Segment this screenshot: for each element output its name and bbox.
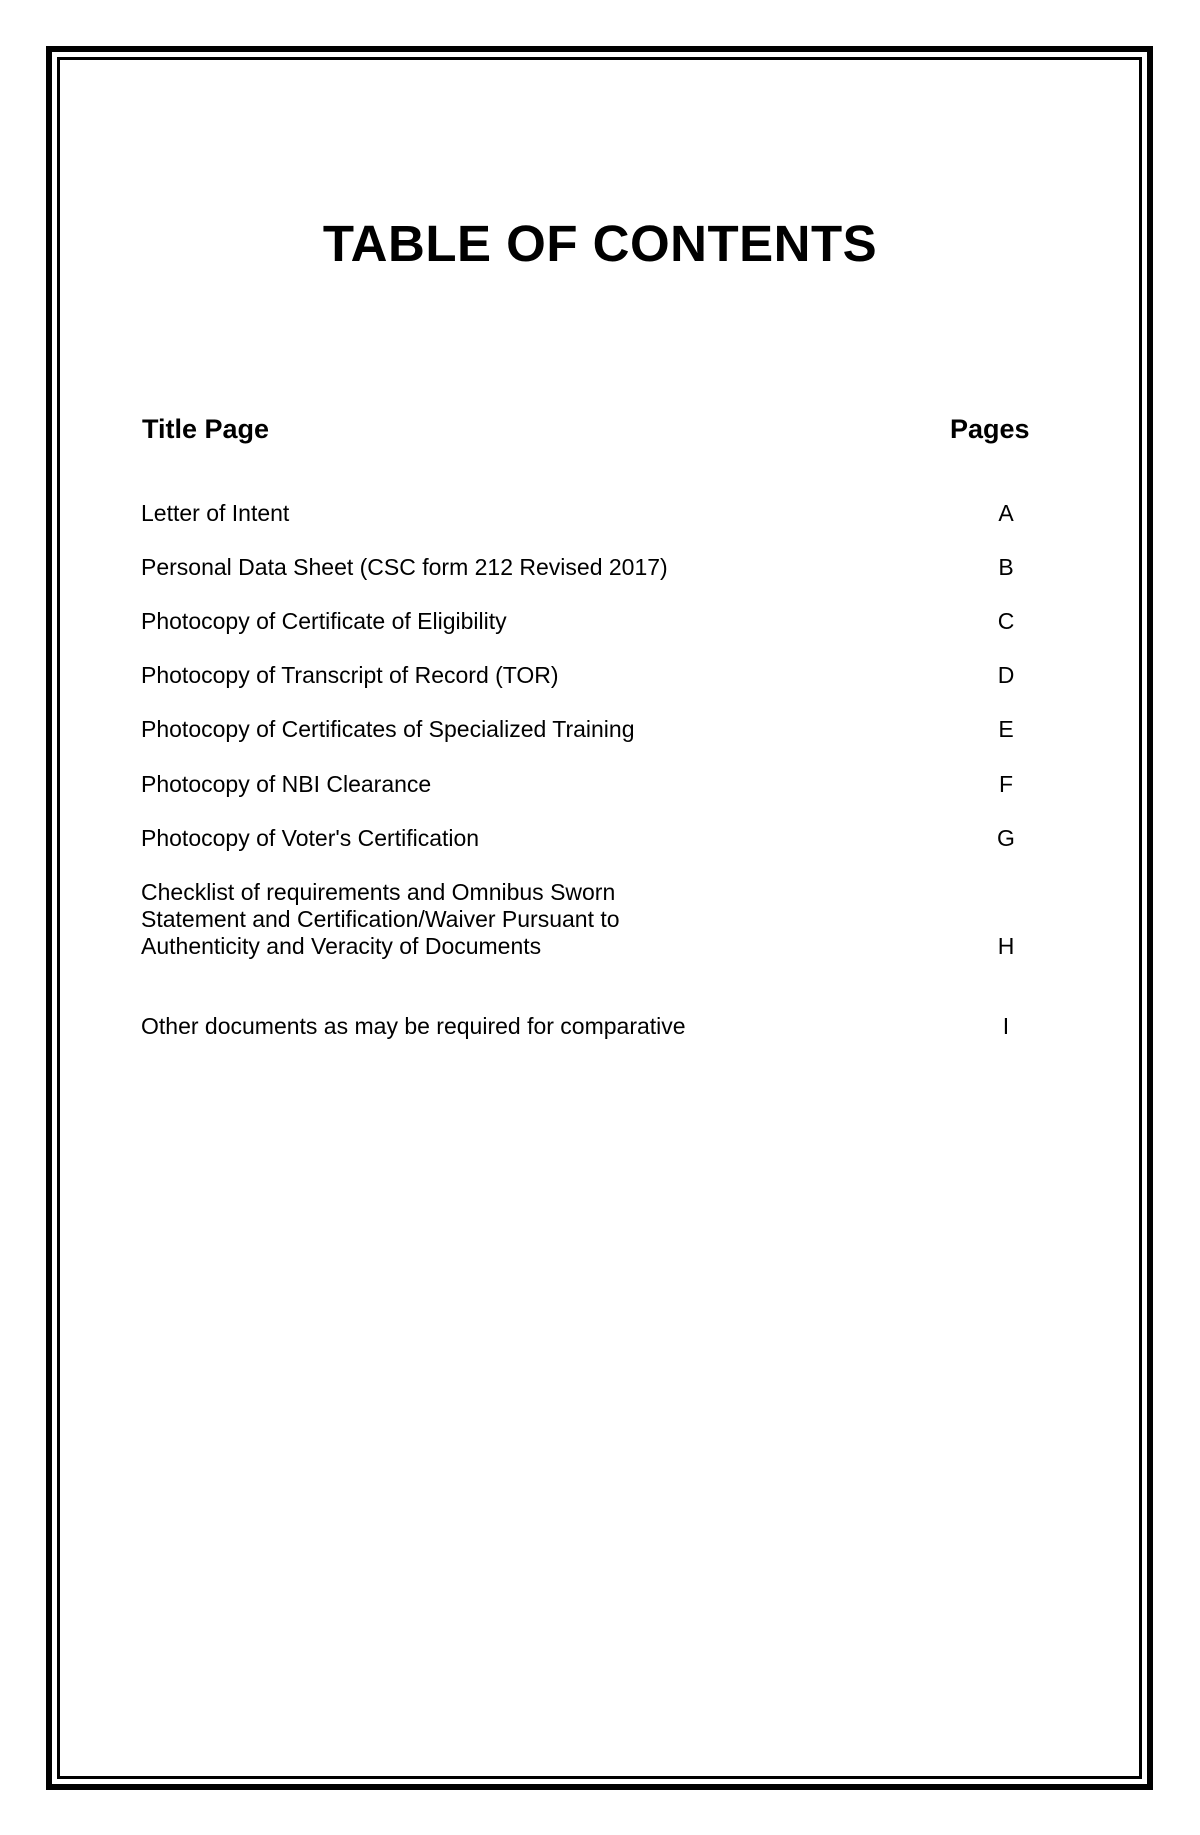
toc-entry-page: G: [997, 825, 1015, 851]
page-title: TABLE OF CONTENTS: [322, 215, 878, 272]
toc-entry-page: F: [998, 771, 1014, 797]
toc-entry-label: Photocopy of Certificate of Eligibility: [141, 608, 507, 634]
toc-entry-label: Photocopy of Transcript of Record (TOR): [141, 662, 559, 688]
toc-entry-page: I: [1002, 1013, 1010, 1039]
toc-entry-label: Personal Data Sheet (CSC form 212 Revised 2017): [141, 554, 668, 580]
toc-entry-page: H: [997, 933, 1015, 959]
title-page-header: Title Page: [142, 414, 270, 444]
toc-entry-label: Other documents as may be required for comparative: [141, 1013, 686, 1039]
toc-entry-label: Photocopy of NBI Clearance: [141, 771, 432, 797]
toc-entry-page: D: [997, 662, 1015, 688]
toc-entry-label: Checklist of requirements and Omnibus Sworn Statement and Certification/Waiver Pursuant to Authenticity and Veracity of Documents: [141, 879, 620, 959]
toc-entry-page: A: [998, 500, 1014, 526]
toc-entry-page: C: [997, 608, 1015, 634]
toc-entry-label: Photocopy of Certificates of Specialized Training: [141, 716, 635, 742]
toc-entry-page: E: [998, 716, 1014, 742]
toc-entry-page: B: [998, 554, 1014, 580]
toc-entry-label: Letter of Intent: [141, 500, 290, 526]
pages-header: Pages: [950, 414, 1030, 444]
toc-entry-label: Photocopy of Voter's Certification: [141, 825, 480, 851]
